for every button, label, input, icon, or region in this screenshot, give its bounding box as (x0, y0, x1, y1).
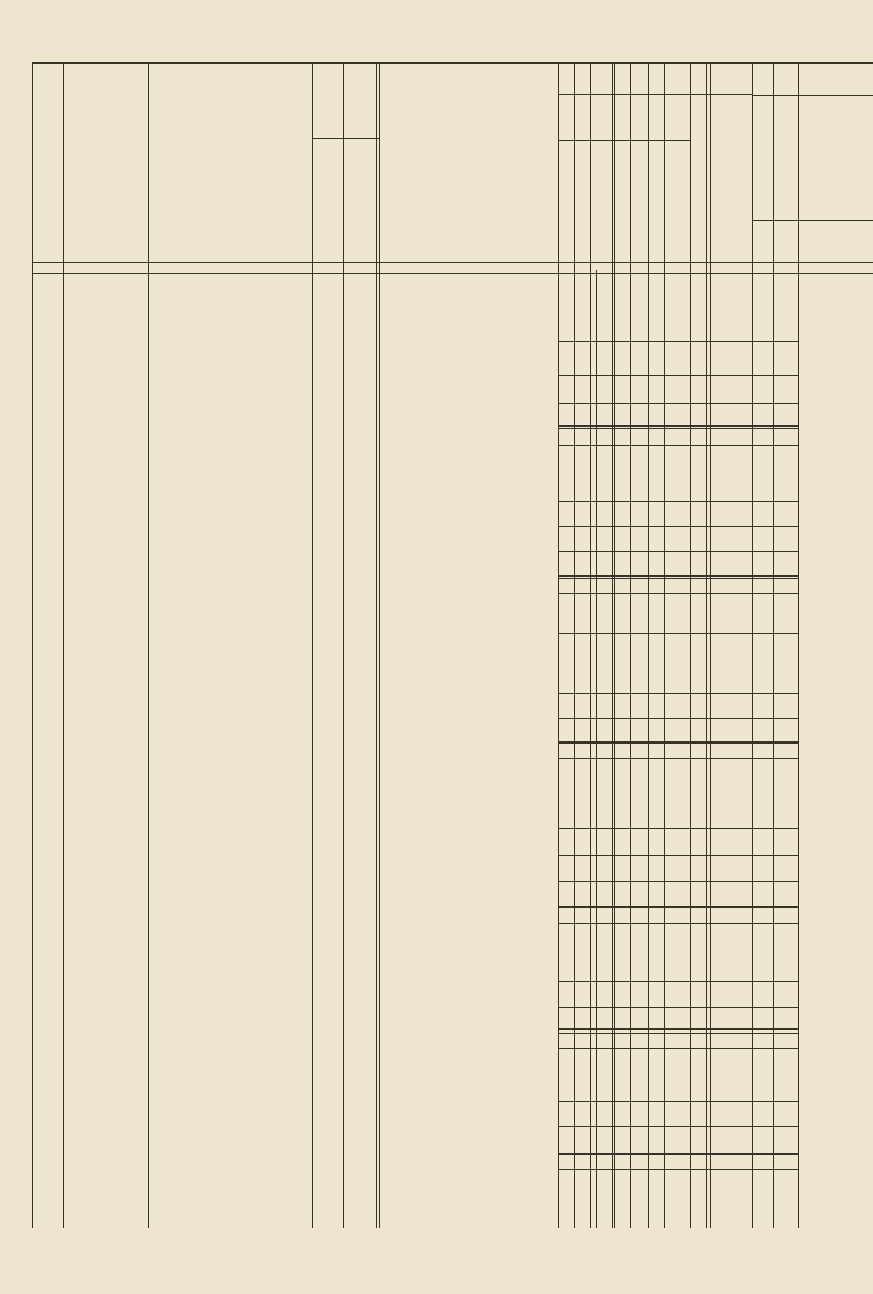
row-rule (558, 341, 798, 342)
row-rule (558, 923, 798, 924)
row-rule (558, 1033, 798, 1034)
row-rule (558, 526, 798, 527)
row-rule (558, 758, 798, 759)
row-rule (558, 1153, 798, 1155)
column-rule (773, 62, 774, 1228)
row-rule (558, 428, 798, 429)
row-rule (558, 1048, 798, 1049)
row-rule (558, 693, 798, 694)
row-rule (558, 501, 798, 502)
column-rule (558, 62, 559, 1228)
row-rule (558, 828, 798, 829)
row-rule (558, 445, 798, 446)
header-value (708, 62, 748, 258)
column-rule (312, 62, 313, 1228)
column-rule (630, 62, 631, 1228)
column-rule (752, 62, 753, 1228)
column-rule (590, 62, 591, 1228)
row-rule (558, 575, 798, 577)
column-rule (706, 62, 707, 1228)
column-rule (690, 62, 691, 1228)
row-rule (32, 262, 873, 263)
row-rule (558, 578, 798, 579)
column-rule (612, 62, 613, 1228)
column-rule (664, 62, 665, 1228)
row-rule (558, 1028, 798, 1030)
column-rule (379, 62, 380, 1228)
row-rule (558, 425, 798, 427)
row-rule (558, 906, 798, 908)
row-rule (558, 140, 690, 141)
row-rule (32, 273, 873, 274)
column-rule (574, 62, 575, 1228)
row-rule (558, 551, 798, 552)
row-rule (752, 220, 873, 221)
row-rule (558, 1101, 798, 1102)
column-rule (376, 62, 377, 1228)
row-rule (558, 718, 798, 719)
column-rule (63, 62, 64, 1228)
column-rule (32, 62, 33, 1228)
row-rule (558, 375, 798, 376)
row-rule (558, 981, 798, 982)
row-rule (558, 741, 798, 743)
column-rule (148, 62, 149, 1228)
column-rule (648, 62, 649, 1228)
column-rule (343, 62, 344, 1228)
row-rule (558, 1126, 798, 1127)
column-rule (596, 270, 597, 1228)
row-rule (558, 881, 798, 882)
row-rule (558, 1169, 798, 1170)
row-rule (558, 1007, 798, 1008)
row-rule (312, 138, 379, 139)
row-rule (558, 593, 798, 594)
row-rule (558, 633, 798, 634)
row-rule (558, 403, 798, 404)
row-rule (752, 95, 873, 96)
row-rule (558, 855, 798, 856)
row-rule (558, 743, 798, 744)
column-rule (614, 62, 615, 1228)
column-rule (798, 62, 799, 1228)
